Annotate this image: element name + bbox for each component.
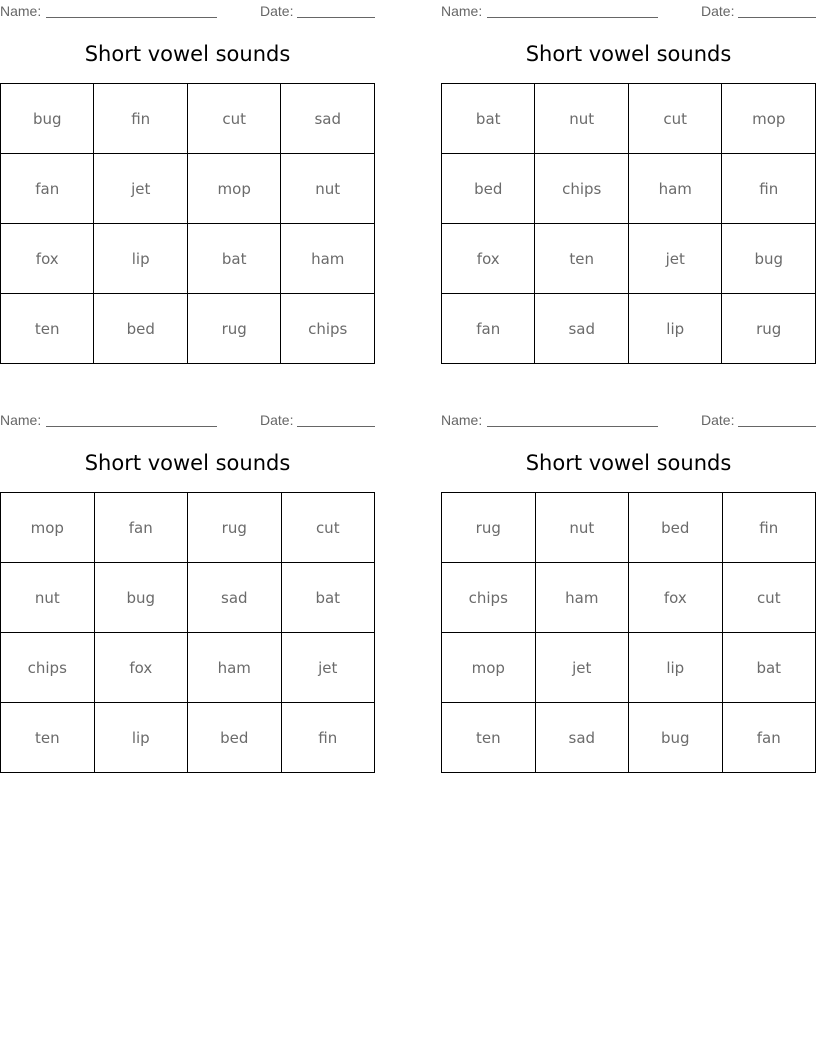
grid-cell: lip (629, 633, 722, 703)
date-field[interactable] (297, 17, 375, 18)
grid-cell: bed (188, 703, 282, 773)
grid-cell: fox (94, 633, 187, 703)
word-grid (0, 83, 375, 364)
grid-cell: ten (535, 224, 629, 294)
grid-cell: chips (442, 563, 536, 633)
date-label: Date: (260, 3, 294, 19)
bingo-card (441, 409, 816, 747)
grid-cell: bat (281, 563, 374, 633)
card-title: Short vowel sounds (84, 42, 291, 66)
grid-cell: bug (722, 224, 816, 294)
grid-cell: fin (281, 703, 374, 773)
name-label: Name: (441, 3, 483, 19)
grid-cell: nut (281, 154, 375, 224)
grid-cell: ten (442, 703, 536, 773)
name-field[interactable] (487, 17, 658, 18)
header-fields (441, 409, 816, 431)
grid-row (442, 563, 816, 633)
grid-cell: lip (94, 224, 187, 294)
grid-cell: jet (535, 633, 629, 703)
grid-cell: jet (628, 224, 721, 294)
grid-cell: ham (281, 224, 375, 294)
grid-row (442, 154, 816, 224)
grid-row (1, 493, 375, 563)
grid-cell: sad (535, 703, 629, 773)
grid-cell: lip (628, 294, 721, 364)
grid-cell: bed (442, 154, 535, 224)
word-grid (441, 83, 816, 364)
grid-cell: fin (94, 84, 187, 154)
name-label: Name: (0, 3, 42, 19)
grid-cell: bug (94, 563, 187, 633)
grid-cell: cut (722, 563, 815, 633)
grid-cell: cut (187, 84, 281, 154)
grid-row (442, 224, 816, 294)
name-label: Name: (0, 412, 42, 428)
name-field[interactable] (487, 426, 658, 427)
card-title: Short vowel sounds (525, 42, 732, 66)
grid-cell: chips (1, 633, 95, 703)
grid-cell: sad (281, 84, 375, 154)
grid-cell: nut (535, 84, 629, 154)
grid-row (1, 563, 375, 633)
grid-cell: mop (1, 493, 95, 563)
grid-cell: bat (442, 84, 535, 154)
grid-cell: bed (94, 294, 187, 364)
grid-row (1, 224, 375, 294)
grid-row (442, 294, 816, 364)
grid-cell: mop (722, 84, 816, 154)
grid-cell: nut (1, 563, 95, 633)
grid-cell: fox (1, 224, 94, 294)
grid-cell: fin (722, 493, 815, 563)
grid-cell: fin (722, 154, 816, 224)
grid-cell: lip (94, 703, 187, 773)
grid-cell: mop (442, 633, 536, 703)
grid-cell: bed (629, 493, 722, 563)
word-grid (0, 492, 375, 773)
grid-cell: sad (535, 294, 629, 364)
grid-row (442, 633, 816, 703)
date-label: Date: (260, 412, 294, 428)
grid-cell: jet (94, 154, 187, 224)
date-field[interactable] (738, 426, 816, 427)
grid-cell: fan (1, 154, 94, 224)
name-label: Name: (441, 412, 483, 428)
grid-cell: cut (628, 84, 721, 154)
grid-cell: fan (442, 294, 535, 364)
grid-row (1, 294, 375, 364)
bingo-card (0, 0, 375, 338)
grid-row (1, 703, 375, 773)
date-label: Date: (701, 412, 735, 428)
grid-cell: bug (629, 703, 722, 773)
header-fields (0, 0, 375, 22)
grid-row (1, 154, 375, 224)
name-field[interactable] (46, 17, 217, 18)
grid-cell: rug (722, 294, 816, 364)
grid-cell: fox (629, 563, 722, 633)
header-fields (441, 0, 816, 22)
grid-row (442, 84, 816, 154)
grid-cell: fan (722, 703, 815, 773)
grid-cell: ten (1, 294, 94, 364)
grid-cell: chips (281, 294, 375, 364)
grid-cell: ham (188, 633, 282, 703)
grid-cell: ham (535, 563, 629, 633)
name-field[interactable] (46, 426, 217, 427)
grid-cell: ham (628, 154, 721, 224)
card-title: Short vowel sounds (84, 451, 291, 475)
grid-cell: jet (281, 633, 374, 703)
grid-cell: bug (1, 84, 94, 154)
grid-cell: nut (535, 493, 629, 563)
grid-row (442, 703, 816, 773)
date-field[interactable] (297, 426, 375, 427)
grid-cell: chips (535, 154, 629, 224)
grid-cell: rug (442, 493, 536, 563)
grid-cell: cut (281, 493, 374, 563)
grid-cell: mop (187, 154, 281, 224)
grid-cell: rug (188, 493, 282, 563)
grid-cell: sad (188, 563, 282, 633)
grid-cell: bat (187, 224, 281, 294)
bingo-card (441, 0, 816, 338)
card-title: Short vowel sounds (525, 451, 732, 475)
grid-cell: fox (442, 224, 535, 294)
grid-row (442, 493, 816, 563)
grid-cell: rug (187, 294, 281, 364)
grid-cell: fan (94, 493, 187, 563)
bingo-card (0, 409, 375, 747)
grid-cell: ten (1, 703, 95, 773)
date-label: Date: (701, 3, 735, 19)
grid-row (1, 84, 375, 154)
grid-cell: bat (722, 633, 815, 703)
date-field[interactable] (738, 17, 816, 18)
word-grid (441, 492, 816, 773)
header-fields (0, 409, 375, 431)
grid-row (1, 633, 375, 703)
